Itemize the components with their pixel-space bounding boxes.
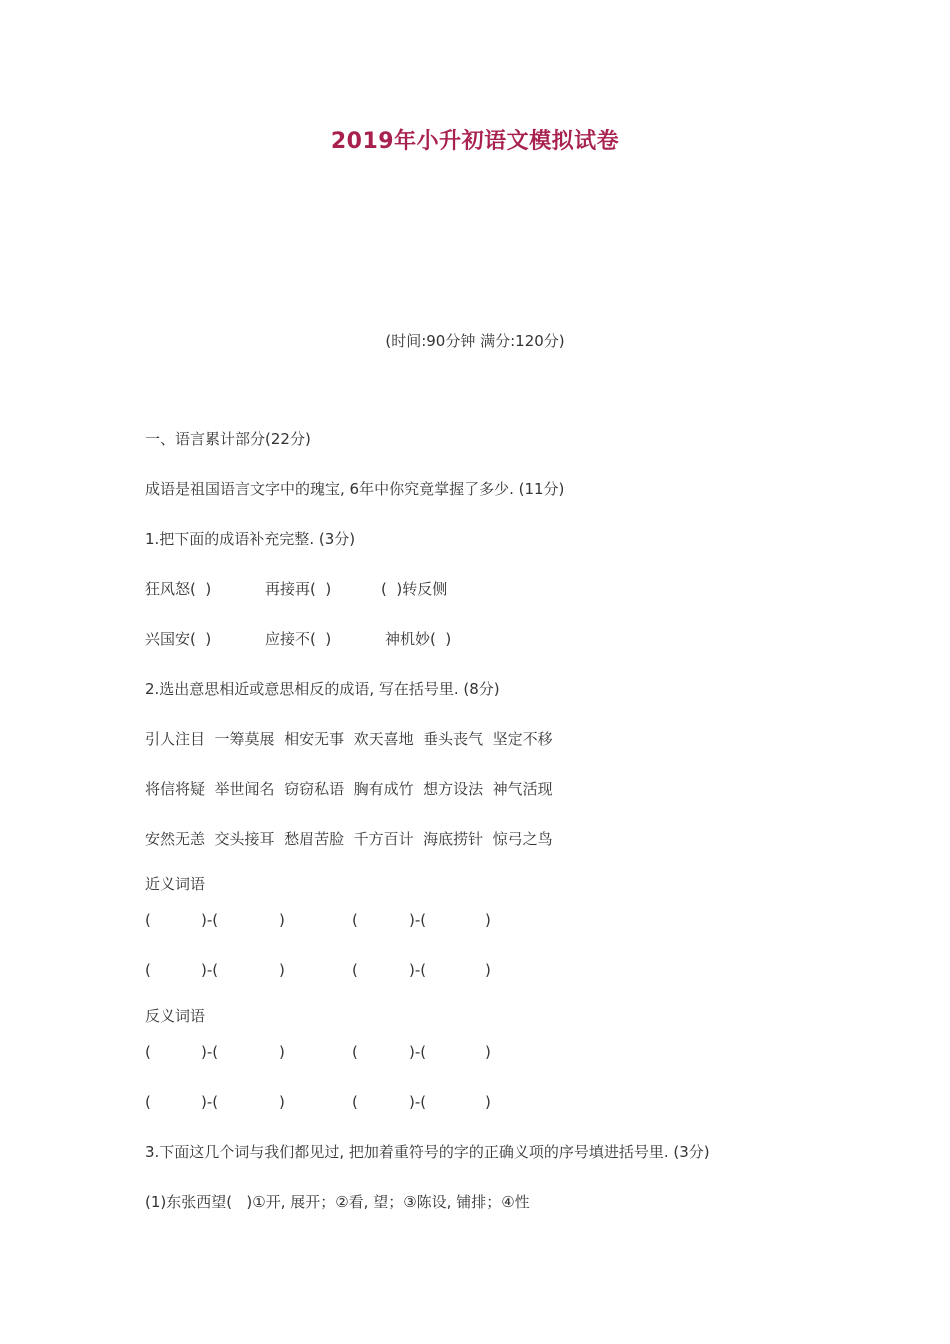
paren-open: (	[145, 961, 151, 979]
paren-dash: )-(	[409, 1043, 427, 1061]
paren-dash: )-(	[409, 961, 427, 979]
question-2-prompt: 2.选出意思相近或意思相反的成语, 写在括号里. (8分)	[145, 680, 500, 698]
paren-close: )	[279, 911, 285, 929]
synonym-label: 近义词语	[145, 875, 206, 893]
paren-close: )	[279, 1093, 285, 1111]
paren-close: )	[279, 961, 285, 979]
paren-open: (	[145, 911, 151, 929]
paren-close: )	[485, 1093, 491, 1111]
question-3-item-1: (1)东张西望( )①开, 展开；②看, 望；③陈设, 铺排；④性	[145, 1193, 530, 1211]
paren-open: (	[352, 1043, 358, 1061]
idiom-blank: ( )转反侧	[381, 580, 448, 598]
idiom-blank: 再接再( )	[265, 580, 332, 598]
paren-open: (	[352, 911, 358, 929]
document-title: 2019年小升初语文模拟试卷	[330, 129, 620, 154]
paren-dash: )-(	[409, 1093, 427, 1111]
idiom-blank: 神机妙( )	[385, 630, 452, 648]
paren-dash: )-(	[409, 911, 427, 929]
idiom-list-row-3: 安然无恙 交头接耳 愁眉苦脸 千方百计 海底捞针 惊弓之鸟	[145, 830, 553, 848]
question-1-prompt: 1.把下面的成语补充完整. (3分)	[145, 530, 356, 548]
paren-dash: )-(	[201, 911, 219, 929]
paren-close: )	[279, 1043, 285, 1061]
paren-open: (	[352, 961, 358, 979]
idiom-list-row-1: 引人注目 一筹莫展 相安无事 欢天喜地 垂头丧气 坚定不移	[145, 730, 553, 748]
exam-info: (时间:90分钟 满分:120分)	[385, 332, 565, 350]
paren-open: (	[352, 1093, 358, 1111]
idiom-list-row-2: 将信将疑 举世闻名 窃窃私语 胸有成竹 想方设法 神气活现	[145, 780, 553, 798]
question-3-prompt: 3.下面这几个词与我们都见过, 把加着重符号的字的正确义项的序号填进括号里. (3分)	[145, 1143, 710, 1161]
section-intro: 成语是祖国语言文字中的瑰宝, 6年中你究竟掌握了多少. (11分)	[145, 480, 565, 498]
paren-open: (	[145, 1093, 151, 1111]
paren-close: )	[485, 911, 491, 929]
antonym-label: 反义词语	[145, 1007, 206, 1025]
idiom-blank: 应接不( )	[265, 630, 332, 648]
section-heading: 一、语言累计部分(22分)	[145, 430, 311, 448]
paren-close: )	[485, 1043, 491, 1061]
paren-dash: )-(	[201, 961, 219, 979]
paren-open: (	[145, 1043, 151, 1061]
idiom-blank: 狂风怒( )	[145, 580, 212, 598]
paren-dash: )-(	[201, 1043, 219, 1061]
paren-dash: )-(	[201, 1093, 219, 1111]
paren-close: )	[485, 961, 491, 979]
idiom-blank: 兴国安( )	[145, 630, 212, 648]
